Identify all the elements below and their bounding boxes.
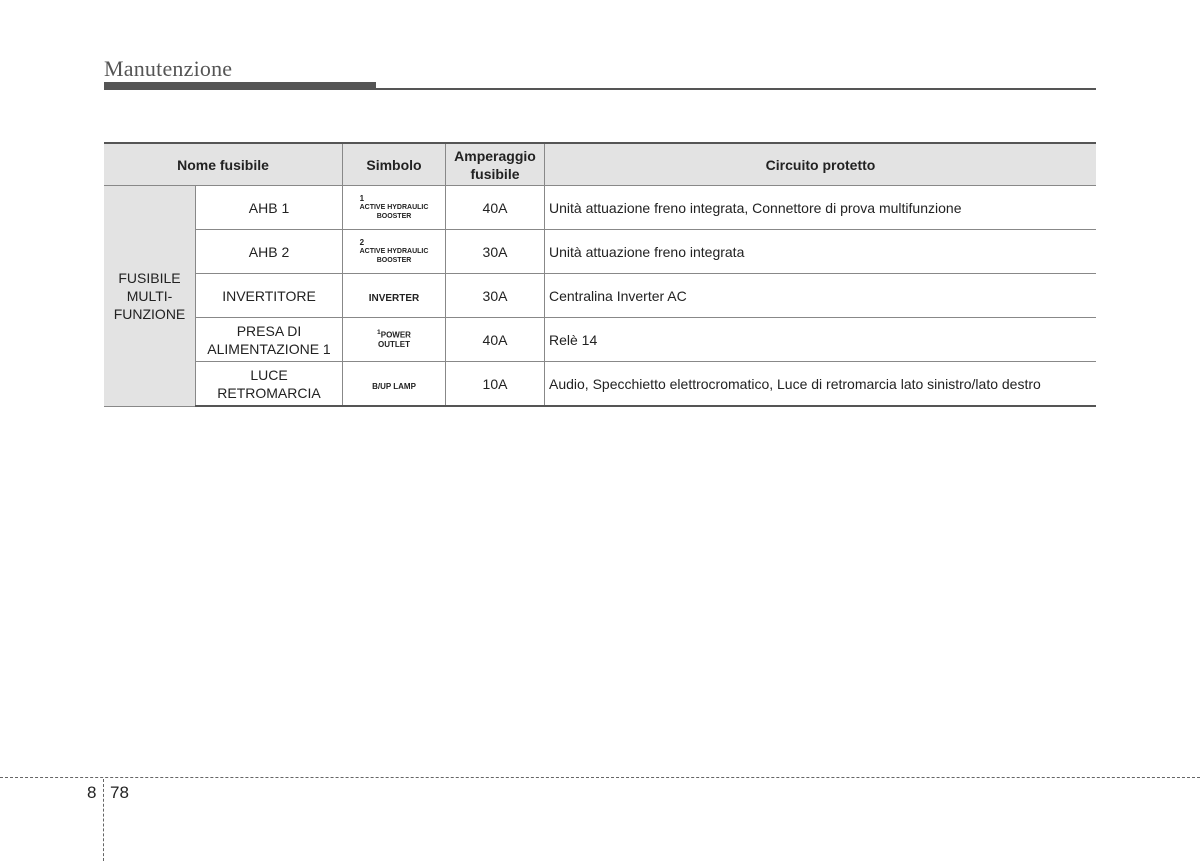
table-header-row bbox=[104, 143, 1096, 186]
fuse-circuit: Relè 14 bbox=[545, 318, 1097, 362]
fuse-group-label bbox=[104, 186, 196, 407]
footer-rule bbox=[0, 777, 1200, 778]
fuse-circuit: Audio, Specchietto elettrocromatico, Luce di retromarcia lato sinistro/lato destro bbox=[545, 362, 1097, 407]
symbol-superscript: 1 bbox=[359, 193, 365, 203]
column-header-symbol: Simbolo bbox=[343, 143, 446, 186]
fuse-amperage: 40A bbox=[446, 318, 545, 362]
table-row bbox=[104, 318, 1096, 362]
group-label-line2: MULTI- bbox=[126, 287, 173, 304]
symbol-line2: BOOSTER bbox=[376, 212, 412, 220]
section-title: Manutenzione bbox=[104, 56, 233, 81]
table-row bbox=[104, 274, 1096, 318]
fuse-symbol bbox=[343, 318, 446, 362]
fuse-symbol-label bbox=[360, 238, 429, 265]
fuse-table bbox=[104, 142, 1096, 407]
fuse-symbol-label bbox=[377, 328, 411, 349]
group-label-line1: FUSIBILE bbox=[118, 269, 181, 286]
symbol-line1: POWER bbox=[380, 330, 411, 340]
symbol-line1: B/UP LAMP bbox=[372, 381, 416, 391]
symbol-superscript: 2 bbox=[359, 237, 365, 247]
fuse-symbol-label bbox=[360, 194, 429, 221]
fuse-name-line2: ALIMENTAZIONE 1 bbox=[207, 340, 331, 357]
fuse-symbol bbox=[343, 362, 446, 407]
fuse-name-line2: RETROMARCIA bbox=[217, 384, 321, 401]
table-row bbox=[104, 186, 1096, 230]
fuse-amperage: 10A bbox=[446, 362, 545, 407]
fuse-amperage: 30A bbox=[446, 274, 545, 318]
symbol-superscript: 1 bbox=[377, 329, 381, 337]
fuse-symbol bbox=[343, 230, 446, 274]
fuse-symbol bbox=[343, 274, 446, 318]
fuse-symbol-label bbox=[369, 294, 420, 303]
fuse-name-line1: INVERTITORE bbox=[222, 287, 316, 304]
symbol-line1: ACTIVE HYDRAULIC bbox=[359, 247, 429, 255]
table-row bbox=[104, 362, 1096, 407]
fuse-name-line1: PRESA DI bbox=[236, 322, 302, 339]
fuse-name-line1: AHB 2 bbox=[248, 243, 290, 260]
footer-divider bbox=[103, 779, 104, 861]
column-header-fuse-name: Nome fusibile bbox=[104, 143, 343, 186]
fuse-circuit: Unità attuazione freno integrata bbox=[545, 230, 1097, 274]
page-number: 78 bbox=[110, 783, 129, 802]
column-header-amperage-line2: fusibile bbox=[470, 165, 520, 182]
symbol-line2: BOOSTER bbox=[376, 256, 412, 264]
column-header-amperage bbox=[446, 143, 545, 186]
symbol-line1: ACTIVE HYDRAULIC bbox=[359, 203, 429, 211]
fuse-name bbox=[196, 186, 343, 230]
fuse-amperage: 30A bbox=[446, 230, 545, 274]
table-row bbox=[104, 230, 1096, 274]
column-header-circuit: Circuito protetto bbox=[545, 143, 1097, 186]
column-header-amperage-line1: Amperaggio bbox=[454, 147, 536, 164]
fuse-name bbox=[196, 274, 343, 318]
fuse-name-line1: AHB 1 bbox=[248, 199, 290, 216]
header-rule-accent bbox=[104, 82, 376, 90]
symbol-line2: OUTLET bbox=[378, 339, 410, 349]
fuse-name bbox=[196, 362, 343, 407]
fuse-name bbox=[196, 318, 343, 362]
chapter-number: 8 bbox=[87, 783, 97, 802]
fuse-circuit: Centralina Inverter AC bbox=[545, 274, 1097, 318]
fuse-symbol-label bbox=[372, 382, 416, 391]
group-label-line3: FUNZIONE bbox=[113, 305, 186, 322]
fuse-circuit: Unità attuazione freno integrata, Connettore di prova multifunzione bbox=[545, 186, 1097, 230]
fuse-symbol bbox=[343, 186, 446, 230]
symbol-line1: INVERTER bbox=[368, 292, 420, 304]
fuse-name-line1: LUCE bbox=[250, 366, 288, 383]
fuse-name bbox=[196, 230, 343, 274]
fuse-amperage: 40A bbox=[446, 186, 545, 230]
